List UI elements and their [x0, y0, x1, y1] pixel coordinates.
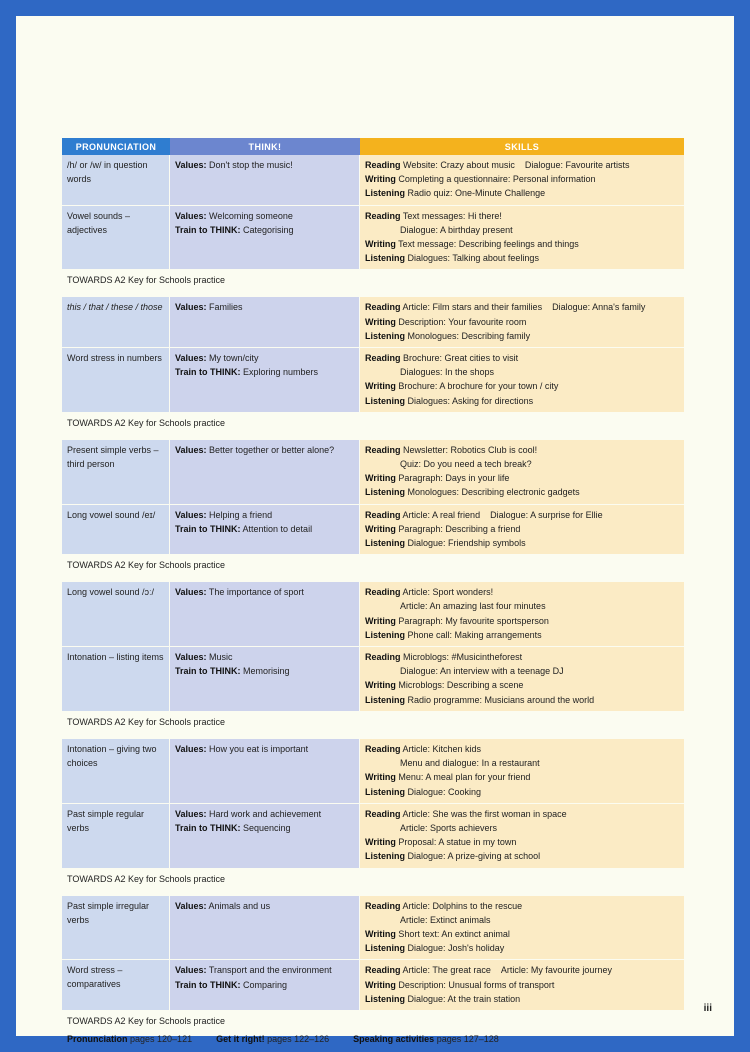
- pronunciation-cell: [62, 155, 170, 205]
- pronunciation-text: Word stress – comparatives: [67, 965, 123, 990]
- skill-text: Completing a questionnaire: Personal information: [398, 174, 596, 185]
- skill-label: Reading: [365, 808, 401, 819]
- skill-label: Listening: [365, 487, 405, 498]
- skill-line: [365, 821, 680, 835]
- train-text: Comparing: [243, 979, 288, 990]
- skill-text: Radio quiz: One-Minute Challenge: [407, 188, 546, 199]
- skill-label: Writing: [365, 381, 396, 392]
- skill-line: [365, 457, 680, 471]
- skill-label: Listening: [365, 253, 405, 264]
- train-text: Sequencing: [243, 822, 291, 833]
- pronunciation-cell: [62, 348, 170, 412]
- skill-line: [365, 835, 680, 849]
- values-text: How you eat is important: [209, 743, 309, 754]
- values-text: Animals and us: [208, 900, 271, 911]
- skill-text: Dialogues: In the shops: [400, 367, 495, 378]
- skill-line: [365, 693, 680, 707]
- skill-text: Paragraph: Days in your life: [398, 473, 510, 484]
- skill-text: Paragraph: Describing a friend: [398, 523, 521, 534]
- train-label: Train to THINK:: [175, 523, 241, 534]
- skill-line: [365, 992, 680, 1006]
- values-line: [175, 899, 355, 913]
- values-line: [175, 443, 355, 457]
- pronunciation-cell: [62, 297, 170, 347]
- train-text: Exploring numbers: [243, 367, 319, 378]
- skill-label: Reading: [365, 444, 401, 455]
- skill-line: [365, 614, 680, 628]
- values-text: The importance of sport: [208, 587, 304, 598]
- skill-label: Writing: [365, 680, 396, 691]
- skill-text: Microblogs: Describing a scene: [398, 680, 524, 691]
- skill-text: Article: Sport wonders!: [402, 587, 494, 598]
- table-row: [62, 647, 684, 712]
- skills-cell: [360, 647, 684, 711]
- header-pronunciation: PRONUNCIATION: [62, 138, 170, 155]
- skill-text: Proposal: A statue in my town: [398, 837, 517, 848]
- table-body: [62, 155, 684, 1032]
- footer-item: [67, 1032, 192, 1046]
- skill-line: [365, 443, 680, 457]
- values-line: [175, 963, 355, 977]
- skill-label: Listening: [365, 786, 405, 797]
- skill-line: [365, 536, 680, 550]
- skill-line: [365, 522, 680, 536]
- header-think: THINK!: [170, 138, 360, 155]
- skill-label: Listening: [365, 851, 405, 862]
- think-cell: [170, 155, 360, 205]
- skill-text: Description: Unusual forms of transport: [398, 979, 555, 990]
- table-row: [62, 297, 684, 348]
- skill-label: Writing: [365, 772, 396, 783]
- skill-label: Listening: [365, 188, 405, 199]
- values-text: Music: [209, 652, 233, 663]
- train-text: Categorising: [243, 224, 294, 235]
- skill-line: [365, 379, 680, 393]
- skill-text: Article: Dolphins to the rescue: [402, 900, 523, 911]
- header-skills: SKILLS: [360, 138, 684, 155]
- think-cell: [170, 440, 360, 504]
- train-label: Train to THINK:: [175, 224, 241, 235]
- values-text: Better together or better alone?: [209, 444, 335, 455]
- skill-text: Dialogues: Talking about feelings: [407, 253, 539, 264]
- pronunciation-cell: [62, 582, 170, 646]
- table-row: [62, 739, 684, 804]
- skill-line: [365, 650, 680, 664]
- footer-label: Speaking activities: [353, 1033, 435, 1044]
- skill-text: Quiz: Do you need a tech break?: [400, 459, 532, 470]
- skill-line: [365, 585, 680, 599]
- pronunciation-cell: [62, 647, 170, 711]
- skill-text: Article: A real friend: [402, 509, 481, 520]
- train-label: Train to THINK:: [175, 979, 241, 990]
- skill-text: Paragraph: My favourite sportsperson: [398, 615, 549, 626]
- skill-label: Reading: [365, 587, 401, 598]
- table-row: [62, 582, 684, 647]
- skill-line: [365, 329, 680, 343]
- skill-text: Dialogue: A prize-giving at school: [407, 851, 541, 862]
- skill-line: [365, 209, 680, 223]
- skills-cell: [360, 960, 684, 1010]
- think-cell: [170, 206, 360, 270]
- values-line: [175, 158, 355, 172]
- skill-text: Dialogue: Cooking: [407, 786, 482, 797]
- values-line: [175, 585, 355, 599]
- skill-text: Dialogue: An interview with a teenage DJ: [400, 666, 564, 677]
- train-line: [175, 664, 355, 678]
- values-label: Values:: [175, 965, 207, 976]
- skill-label: Writing: [365, 979, 396, 990]
- skill-label: Listening: [365, 993, 405, 1004]
- footer-label: Get it right!: [216, 1033, 265, 1044]
- table-row: [62, 440, 684, 505]
- values-text: Families: [209, 302, 243, 313]
- skill-text: Monologues: Describing family: [407, 330, 531, 341]
- values-text: Hard work and achievement: [209, 808, 322, 819]
- pronunciation-text: Intonation – listing items: [67, 652, 164, 663]
- skill-label: Reading: [365, 160, 401, 170]
- think-cell: [170, 348, 360, 412]
- values-line: [175, 351, 355, 365]
- values-label: Values:: [175, 587, 207, 598]
- train-line: [175, 978, 355, 992]
- skill-line: [365, 158, 680, 172]
- skill-label: Writing: [365, 174, 396, 185]
- skill-label: Listening: [365, 943, 405, 954]
- values-text: Transport and the environment: [208, 965, 332, 976]
- skill-text: Brochure: A brochure for your town / city: [398, 381, 559, 392]
- skill-text: Article: An amazing last four minutes: [400, 601, 546, 612]
- values-text: Don't stop the music!: [209, 160, 293, 170]
- values-label: Values:: [175, 509, 207, 520]
- pronunciation-text: Present simple verbs – third person: [67, 444, 159, 469]
- values-line: [175, 209, 355, 223]
- skill-text: Brochure: Great cities to visit: [403, 353, 519, 364]
- page-number: iii: [703, 1003, 712, 1014]
- skills-cell: [360, 155, 684, 205]
- skill-label: Writing: [365, 473, 396, 484]
- skill-text: Menu: A meal plan for your friend: [398, 772, 531, 783]
- train-line: [175, 365, 355, 379]
- towards-practice: TOWARDS A2 Key for Schools practice: [67, 716, 226, 727]
- skill-line: [365, 899, 680, 913]
- skill-label: Listening: [365, 538, 405, 549]
- values-line: [175, 508, 355, 522]
- skill-line: [365, 807, 680, 821]
- skill-text: Short text: An extinct animal: [398, 928, 510, 939]
- values-label: Values:: [175, 900, 207, 911]
- pronunciation-text: Past simple irregular verbs: [67, 900, 150, 925]
- skill-label: Listening: [365, 694, 405, 705]
- think-cell: [170, 960, 360, 1010]
- values-line: [175, 742, 355, 756]
- skill-text: Article: Kitchen kids: [402, 743, 482, 754]
- values-label: Values:: [175, 353, 207, 364]
- skills-cell: [360, 206, 684, 270]
- footer-pages: pages 127–128: [436, 1033, 499, 1044]
- pronunciation-cell: [62, 804, 170, 868]
- train-line: [175, 522, 355, 536]
- page-footer: [62, 1032, 684, 1046]
- contents-table: [62, 138, 684, 1046]
- skill-line: [365, 927, 680, 941]
- skill-line: [365, 913, 680, 927]
- think-cell: [170, 804, 360, 868]
- values-label: Values:: [175, 210, 207, 221]
- pronunciation-cell: [62, 896, 170, 960]
- values-label: Values:: [175, 743, 207, 754]
- skill-line: [365, 770, 680, 784]
- skill-label: Reading: [365, 652, 401, 663]
- skill-line: [365, 742, 680, 756]
- train-line: [175, 223, 355, 237]
- skill-line: [365, 237, 680, 251]
- pronunciation-text: Word stress in numbers: [67, 353, 162, 364]
- pronunciation-text: this / that / these / those: [67, 302, 163, 313]
- skill-line: [365, 508, 680, 522]
- towards-practice: TOWARDS A2 Key for Schools practice: [67, 417, 226, 428]
- pronunciation-text: Long vowel sound /ɔː/: [67, 587, 155, 598]
- skill-extra: Article: My favourite journey: [500, 965, 612, 976]
- think-cell: [170, 647, 360, 711]
- skill-text: Article: Film stars and their families: [402, 302, 543, 313]
- skill-extra: Dialogue: Anna's family: [552, 302, 646, 313]
- skill-text: Article: Sports achievers: [400, 822, 498, 833]
- skill-text: Newsletter: Robotics Club is cool!: [403, 444, 538, 455]
- skill-line: [365, 471, 680, 485]
- skill-text: Dialogue: A birthday present: [400, 224, 513, 235]
- towards-practice: TOWARDS A2 Key for Schools practice: [67, 560, 226, 571]
- skill-text: Menu and dialogue: In a restaurant: [400, 758, 540, 769]
- skill-label: Writing: [365, 615, 396, 626]
- skill-line: [365, 394, 680, 408]
- skill-text: Phone call: Making arrangements: [407, 629, 542, 640]
- skill-text: Text messages: Hi there!: [402, 210, 502, 221]
- page: [16, 16, 734, 1044]
- skills-cell: [360, 440, 684, 504]
- pronunciation-cell: [62, 960, 170, 1010]
- skill-text: Radio programme: Musicians around the world: [407, 694, 595, 705]
- pronunciation-cell: [62, 739, 170, 803]
- skill-label: Writing: [365, 239, 396, 250]
- pronunciation-text: Past simple regular verbs: [67, 808, 145, 833]
- skill-label: Writing: [365, 928, 396, 939]
- table-row: [62, 960, 684, 1011]
- values-line: [175, 650, 355, 664]
- skill-label: Listening: [365, 629, 405, 640]
- pronunciation-text: /h/ or /w/ in question words: [67, 160, 148, 184]
- values-label: Values:: [175, 302, 207, 313]
- footer-label: Pronunciation: [67, 1033, 128, 1044]
- skill-text: Dialogue: Friendship symbols: [407, 538, 526, 549]
- footer-pages: pages 120–121: [130, 1033, 193, 1044]
- values-label: Values:: [175, 160, 207, 170]
- think-cell: [170, 297, 360, 347]
- skill-line: [365, 251, 680, 265]
- skill-line: [365, 315, 680, 329]
- train-text: Memorising: [243, 666, 290, 677]
- values-label: Values:: [175, 444, 207, 455]
- skills-cell: [360, 505, 684, 555]
- train-label: Train to THINK:: [175, 666, 241, 677]
- think-cell: [170, 739, 360, 803]
- skill-label: Writing: [365, 523, 396, 534]
- skill-text: Microblogs: #Musicintheforest: [403, 652, 523, 663]
- skill-line: [365, 664, 680, 678]
- skill-line: [365, 849, 680, 863]
- pronunciation-cell: [62, 505, 170, 555]
- skill-text: Article: The great race: [402, 965, 491, 976]
- skill-line: [365, 172, 680, 186]
- skills-cell: [360, 582, 684, 646]
- table-row: [62, 206, 684, 271]
- think-cell: [170, 582, 360, 646]
- table-row: [62, 804, 684, 869]
- skill-text: Monologues: Describing electronic gadgets: [407, 487, 580, 498]
- towards-practice: TOWARDS A2 Key for Schools practice: [67, 1015, 226, 1026]
- values-text: Welcoming someone: [209, 210, 293, 221]
- skills-cell: [360, 348, 684, 412]
- skill-text: Text message: Describing feelings and things: [398, 239, 579, 250]
- pronunciation-text: Vowel sounds – adjectives: [67, 210, 131, 235]
- skill-label: Reading: [365, 210, 401, 221]
- skill-line: [365, 599, 680, 613]
- table-row: [62, 505, 684, 556]
- values-label: Values:: [175, 652, 207, 663]
- pronunciation-text: Intonation – giving two choices: [67, 743, 157, 768]
- skill-line: [365, 351, 680, 365]
- skill-line: [365, 941, 680, 955]
- skill-label: Reading: [365, 302, 401, 313]
- table-row: [62, 896, 684, 961]
- table-row: [62, 155, 684, 206]
- skill-text: Dialogue: Josh's holiday: [407, 943, 505, 954]
- values-text: Helping a friend: [209, 509, 273, 520]
- skill-line: [365, 785, 680, 799]
- skill-line: [365, 223, 680, 237]
- skills-cell: [360, 297, 684, 347]
- skills-cell: [360, 739, 684, 803]
- pronunciation-cell: [62, 206, 170, 270]
- skill-line: [365, 978, 680, 992]
- train-text: Attention to detail: [242, 523, 313, 534]
- footer-pages: pages 122–126: [267, 1033, 330, 1044]
- skill-line: [365, 756, 680, 770]
- skill-label: Writing: [365, 316, 396, 327]
- skill-label: Reading: [365, 509, 401, 520]
- skill-line: [365, 628, 680, 642]
- skill-line: [365, 678, 680, 692]
- train-label: Train to THINK:: [175, 367, 241, 378]
- skill-text: Dialogue: At the train station: [407, 993, 521, 1004]
- skill-text: Website: Crazy about music: [403, 160, 515, 170]
- skill-label: Writing: [365, 837, 396, 848]
- skill-line: [365, 485, 680, 499]
- skill-label: Reading: [365, 965, 401, 976]
- values-line: [175, 300, 355, 314]
- train-label: Train to THINK:: [175, 822, 241, 833]
- skill-label: Listening: [365, 395, 405, 406]
- table-row: [62, 348, 684, 413]
- skill-line: [365, 365, 680, 379]
- towards-practice: TOWARDS A2 Key for Schools practice: [67, 873, 226, 884]
- skill-text: Description: Your favourite room: [398, 316, 527, 327]
- values-label: Values:: [175, 808, 207, 819]
- skill-extra: Dialogue: A surprise for Ellie: [490, 509, 603, 520]
- skill-extra: Dialogue: Favourite artists: [524, 160, 630, 170]
- pronunciation-text: Long vowel sound /eɪ/: [67, 509, 156, 520]
- footer-item: [353, 1032, 499, 1046]
- skill-line: [365, 300, 680, 314]
- values-line: [175, 807, 355, 821]
- think-cell: [170, 896, 360, 960]
- skills-cell: [360, 896, 684, 960]
- think-cell: [170, 505, 360, 555]
- values-text: My town/city: [209, 353, 259, 364]
- skill-label: Reading: [365, 900, 401, 911]
- table-header: [62, 138, 684, 155]
- pronunciation-cell: [62, 440, 170, 504]
- skill-text: Article: She was the first woman in space: [402, 808, 567, 819]
- skill-text: Dialogues: Asking for directions: [407, 395, 534, 406]
- footer-item: [216, 1032, 329, 1046]
- skills-cell: [360, 804, 684, 868]
- skill-label: Reading: [365, 353, 401, 364]
- skill-label: Listening: [365, 330, 405, 341]
- train-line: [175, 821, 355, 835]
- towards-practice: TOWARDS A2 Key for Schools practice: [67, 275, 226, 286]
- skill-line: [365, 963, 680, 977]
- skill-text: Article: Extinct animals: [400, 914, 491, 925]
- skill-label: Reading: [365, 743, 401, 754]
- skill-line: [365, 186, 680, 200]
